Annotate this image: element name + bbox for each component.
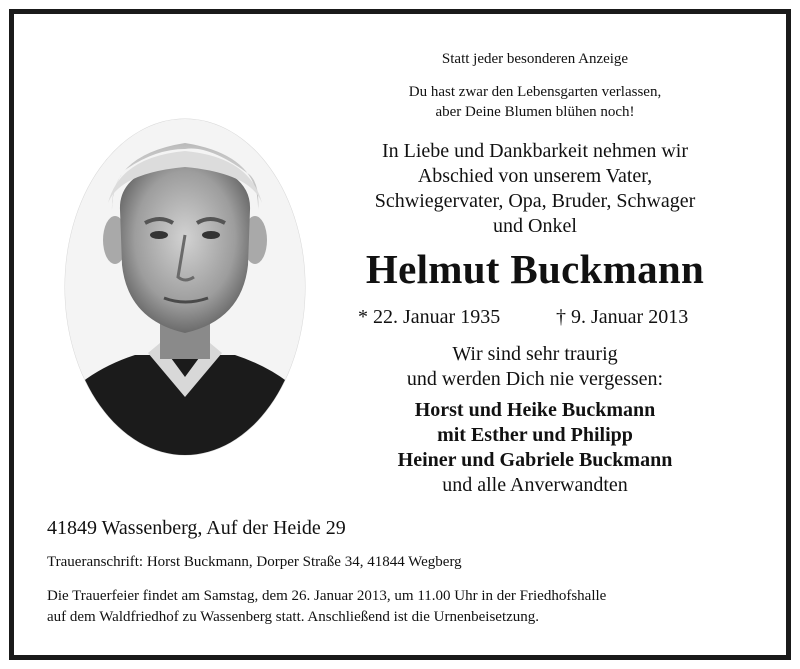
ceremony-line-1: Die Trauerfeier findet am Samstag, dem 26. Januar 2013, um 11.00 Uhr in der Friedhofshalle	[47, 588, 607, 604]
announcement-header: Statt jeder besonderen Anzeige	[441, 51, 629, 67]
mourning-address: Traueranschrift: Horst Buckmann, Dorper Straße 34, 41844 Wegberg	[47, 554, 462, 570]
portrait-photo	[60, 115, 310, 460]
intro-line-1: In Liebe und Dankbarkeit nehmen wir	[381, 140, 688, 162]
death-date: † 9. Januar 2013	[556, 306, 689, 328]
closing-line-1: Wir sind sehr traurig	[452, 343, 618, 365]
mourner-line-4: und alle Anverwandten	[442, 474, 628, 496]
intro-line-4: und Onkel	[493, 215, 577, 237]
mourner-line-2: mit Esther und Philipp	[437, 424, 633, 446]
birth-date: * 22. Januar 1935	[358, 306, 501, 328]
deceased-name: Helmut Buckmann	[365, 246, 705, 292]
mourner-line-3: Heiner und Gabriele Buckmann	[397, 449, 673, 471]
intro-line-2: Abschied von unserem Vater,	[417, 165, 653, 187]
verse-line-2: aber Deine Blumen blühen noch!	[435, 104, 635, 120]
verse-line-1: Du hast zwar den Lebensgarten verlassen,	[408, 84, 662, 100]
closing-line-2: und werden Dich nie vergessen:	[406, 368, 664, 390]
family-address: 41849 Wassenberg, Auf der Heide 29	[47, 517, 346, 539]
mourner-line-1: Horst und Heike Buckmann	[414, 399, 656, 421]
ceremony-line-2: auf dem Waldfriedhof zu Wassenberg statt. Anschließend ist die Urnenbeisetzung.	[47, 609, 540, 625]
intro-line-3: Schwiegervater, Opa, Bruder, Schwager	[374, 190, 696, 212]
